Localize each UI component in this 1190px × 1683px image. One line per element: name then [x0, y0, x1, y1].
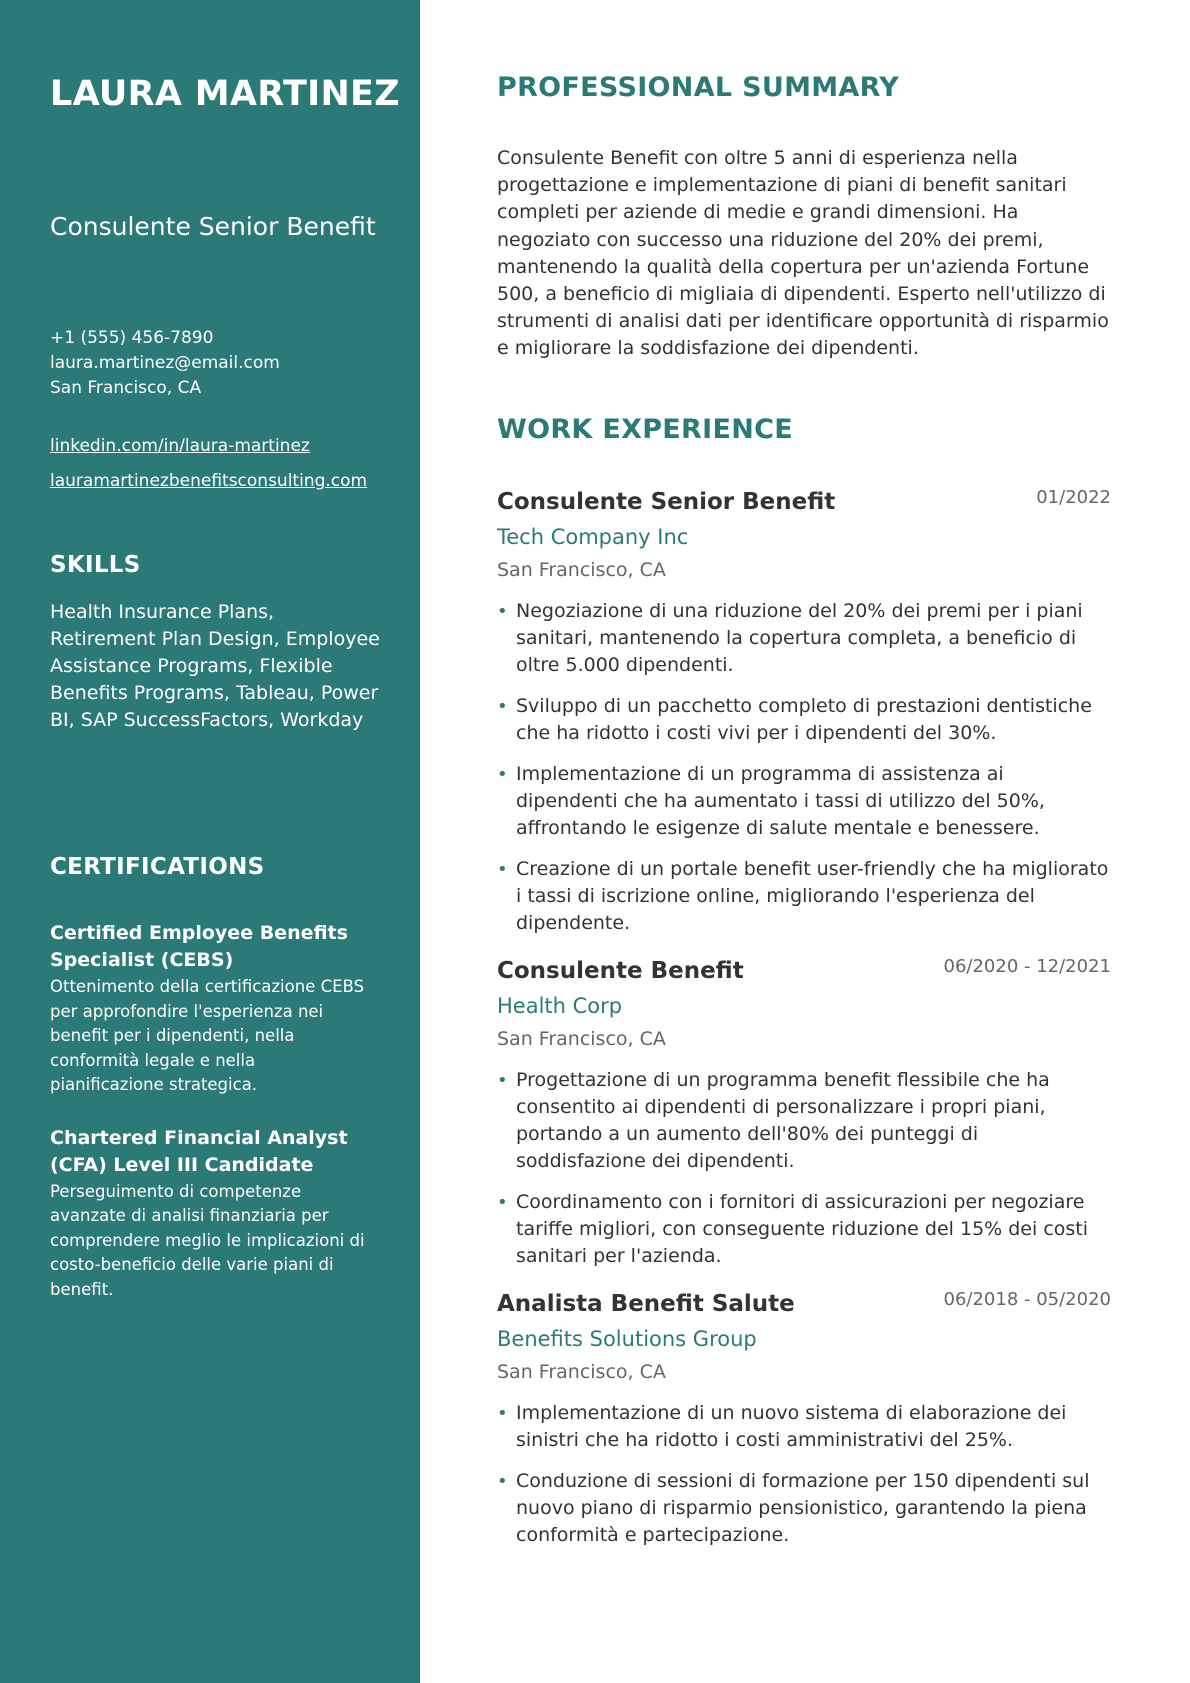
job-title: Consulente Senior Benefit [497, 489, 836, 515]
job-bullets [497, 1067, 1111, 1270]
phone-number: +1 (555) 456-7890 [50, 328, 214, 348]
experience-list [497, 485, 1111, 1566]
certification-name: Chartered Financial Analyst (CFA) Level III Candidate [50, 1126, 348, 1176]
job-entry [497, 485, 1111, 937]
contact-info [50, 326, 280, 401]
job-date: 06/2020 - 12/2021 [943, 956, 1111, 977]
bullet-item: • Sviluppo di un pacchetto completo di prestazioni dentistiche che ha ridotto i costi vivi per i dipendenti del 30%. [497, 693, 1111, 747]
certifications-heading: CERTIFICATIONS [50, 854, 265, 880]
email-address: laura.martinez@email.com [50, 353, 280, 373]
candidate-name: LAURA MARTINEZ [50, 74, 400, 114]
job-company: Tech Company Inc [497, 525, 689, 549]
job-company: Benefits Solutions Group [497, 1327, 757, 1351]
certification-description: Perseguimento di competenze avanzate di analisi finanziaria per comprendere meglio le implicazioni di costo-beneficio delle varie piani di benefit. [50, 1181, 365, 1299]
bullet-item: • Progettazione di un programma benefit flessibile che ha consentito ai dipendenti di personalizzare i propri piani, portando a un aumento dell'80% dei punteggi di soddisfazione dei dipendenti. [497, 1067, 1111, 1175]
job-date: 01/2022 [1036, 487, 1111, 508]
profile-links [50, 436, 367, 491]
job-bullets [497, 1400, 1111, 1549]
certification-item [50, 920, 370, 1098]
summary-text: Consulente Benefit con oltre 5 anni di esperienza nella progettazione e implementazione di piani di benefit sanitari completi per aziende di medie e grandi dimensioni. Ha negoziato con successo una riduzione del 20% dei premi, mantenendo la qualità della copertura per un'azienda Fortune 500, a beneficio di migliaia di dipendenti. Esperto nell'utilizzo di strumenti di analisi dati per identificare opportunità di risparmio e migliorare la soddisfazione dei dipendenti. [497, 147, 1109, 360]
bullet-item: • Negoziazione di una riduzione del 20% dei premi per i piani sanitari, mantenendo la copertura completa, a beneficio di oltre 5.000 dipendenti. [497, 598, 1111, 679]
job-location: San Francisco, CA [497, 559, 666, 581]
job-location: San Francisco, CA [497, 1028, 666, 1050]
job-location: San Francisco, CA [497, 1361, 666, 1383]
certifications-list [50, 920, 370, 1329]
summary-heading: PROFESSIONAL SUMMARY [497, 72, 900, 103]
bullet-item: • Creazione di un portale benefit user-friendly che ha migliorato i tassi di iscrizione online, migliorando l'esperienza del dipendente. [497, 856, 1111, 937]
skills-list: Health Insurance Plans, Retirement Plan Design, Employee Assistance Programs, Flexible Benefits Programs, Tableau, Power BI, SAP SuccessFactors, Workday [50, 601, 380, 731]
job-entry [497, 1287, 1111, 1549]
certification-description: Ottenimento della certificazione CEBS per approfondire l'esperienza nei benefit per i dipendenti, nella conformità legale e nella pianificazione strategica. [50, 977, 365, 1094]
job-title: Consulente Benefit [497, 958, 744, 984]
linkedin-link[interactable]: linkedin.com/in/laura-martinez [50, 436, 310, 456]
job-company: Health Corp [497, 994, 623, 1018]
job-date: 06/2018 - 05/2020 [943, 1289, 1111, 1310]
job-title: Analista Benefit Salute [497, 1291, 795, 1317]
bullet-item: • Conduzione di sessioni di formazione per 150 dipendenti sul nuovo piano di risparmio pensionistico, garantendo la piena conformità e partecipazione. [497, 1468, 1111, 1549]
location: San Francisco, CA [50, 378, 202, 398]
certification-item [50, 1125, 370, 1303]
certification-name: Certified Employee Benefits Specialist (CEBS) [50, 922, 348, 971]
experience-heading: WORK EXPERIENCE [497, 414, 793, 445]
bullet-item: • Implementazione di un programma di assistenza ai dipendenti che ha aumentato i tassi di utilizzo del 50%, affrontando le esigenze di salute mentale e benessere. [497, 761, 1111, 842]
job-entry [497, 954, 1111, 1270]
sidebar [0, 0, 420, 1683]
job-bullets [497, 598, 1111, 937]
skills-heading: SKILLS [50, 552, 141, 578]
job-title-heading: Consulente Senior Benefit [50, 212, 376, 241]
bullet-item: • Coordinamento con i fornitori di assicurazioni per negoziare tariffe migliori, con conseguente riduzione del 15% dei costi sanitari per l'azienda. [497, 1189, 1111, 1270]
website-link[interactable]: lauramartinezbenefitsconsulting.com [50, 471, 368, 491]
bullet-item: • Implementazione di un nuovo sistema di elaborazione dei sinistri che ha ridotto i costi amministrativi del 25%. [497, 1400, 1111, 1454]
